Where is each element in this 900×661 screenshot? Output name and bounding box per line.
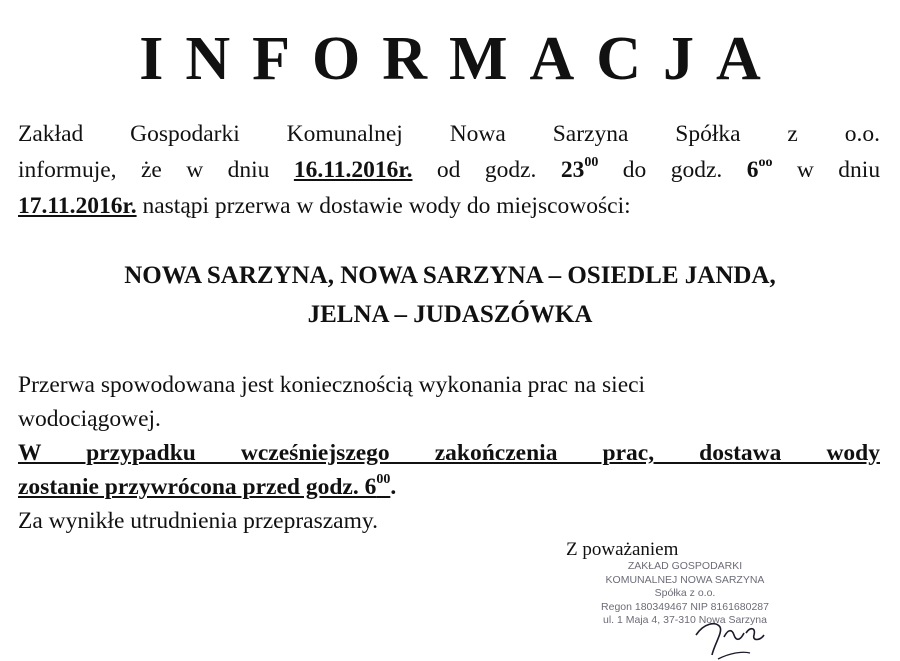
intro-line-3 bbox=[18, 188, 880, 224]
intro-text: informuje, że w dniu bbox=[18, 157, 270, 183]
details-paragraph bbox=[18, 368, 880, 538]
hour-from bbox=[561, 157, 599, 183]
stamp-line: Spółka z o.o. bbox=[654, 587, 716, 599]
hour-from-value: 23 bbox=[560, 157, 585, 183]
restore-minutes: 00 bbox=[376, 472, 391, 488]
hour-to-value: 6 bbox=[746, 157, 759, 183]
intro-text: do godz. bbox=[622, 157, 723, 183]
affected-places bbox=[0, 256, 900, 334]
stamp-line: KOMUNALNEJ NOWA SARZYNA bbox=[605, 573, 765, 586]
intro-text: nastąpi przerwa w dostawie wody do miejscowości: bbox=[142, 193, 631, 219]
intro-line-1: Zakład Gospodarki Komunalnej Nowa Sarzyna Spółka z o.o. bbox=[18, 121, 880, 147]
stamp-line: Regon 180349467 NIP 8161680287 bbox=[601, 600, 769, 613]
hour-from-minutes: 00 bbox=[584, 155, 599, 171]
restore-text-main: zostanie przywrócona przed godz. 6 bbox=[18, 474, 377, 500]
stamp-line: ul. 1 Maja 4, 37-310 Nowa Sarzyna bbox=[602, 614, 767, 626]
hour-to-minutes: oo bbox=[758, 155, 773, 171]
cause-line-2: wodociągowej. bbox=[18, 406, 161, 432]
hour-to bbox=[747, 157, 773, 183]
restore-line-2 bbox=[18, 470, 880, 504]
notice-title: INFORMACJA bbox=[139, 25, 783, 93]
handwritten-signature bbox=[690, 605, 800, 661]
restore-period: . bbox=[390, 474, 397, 500]
restore-line-1: W przypadku wcześniejszego zakończenia prac, dostawa wody bbox=[18, 440, 880, 466]
intro-line-2 bbox=[18, 152, 880, 188]
places-line-2: JELNA – JUDASZÓWKA bbox=[307, 301, 593, 328]
signature-heading: Z poważaniem bbox=[566, 539, 679, 560]
intro-text: od godz. bbox=[436, 157, 537, 183]
cause-line-1: Przerwa spowodowana jest koniecznością wykonania prac na sieci bbox=[18, 372, 646, 398]
date-from: 16.11.2016r. bbox=[293, 157, 413, 183]
intro-text: w dniu bbox=[796, 157, 881, 183]
places-line-1: NOWA SARZYNA, NOWA SARZYNA – OSIEDLE JANDA, bbox=[124, 262, 776, 289]
restore-text bbox=[18, 474, 390, 500]
apology-line: Za wynikłe utrudnienia przepraszamy. bbox=[18, 508, 378, 534]
stamp-line: ZAKŁAD GOSPODARKI bbox=[627, 560, 743, 572]
date-to: 17.11.2016r. bbox=[18, 193, 137, 219]
intro-paragraph bbox=[18, 116, 880, 224]
